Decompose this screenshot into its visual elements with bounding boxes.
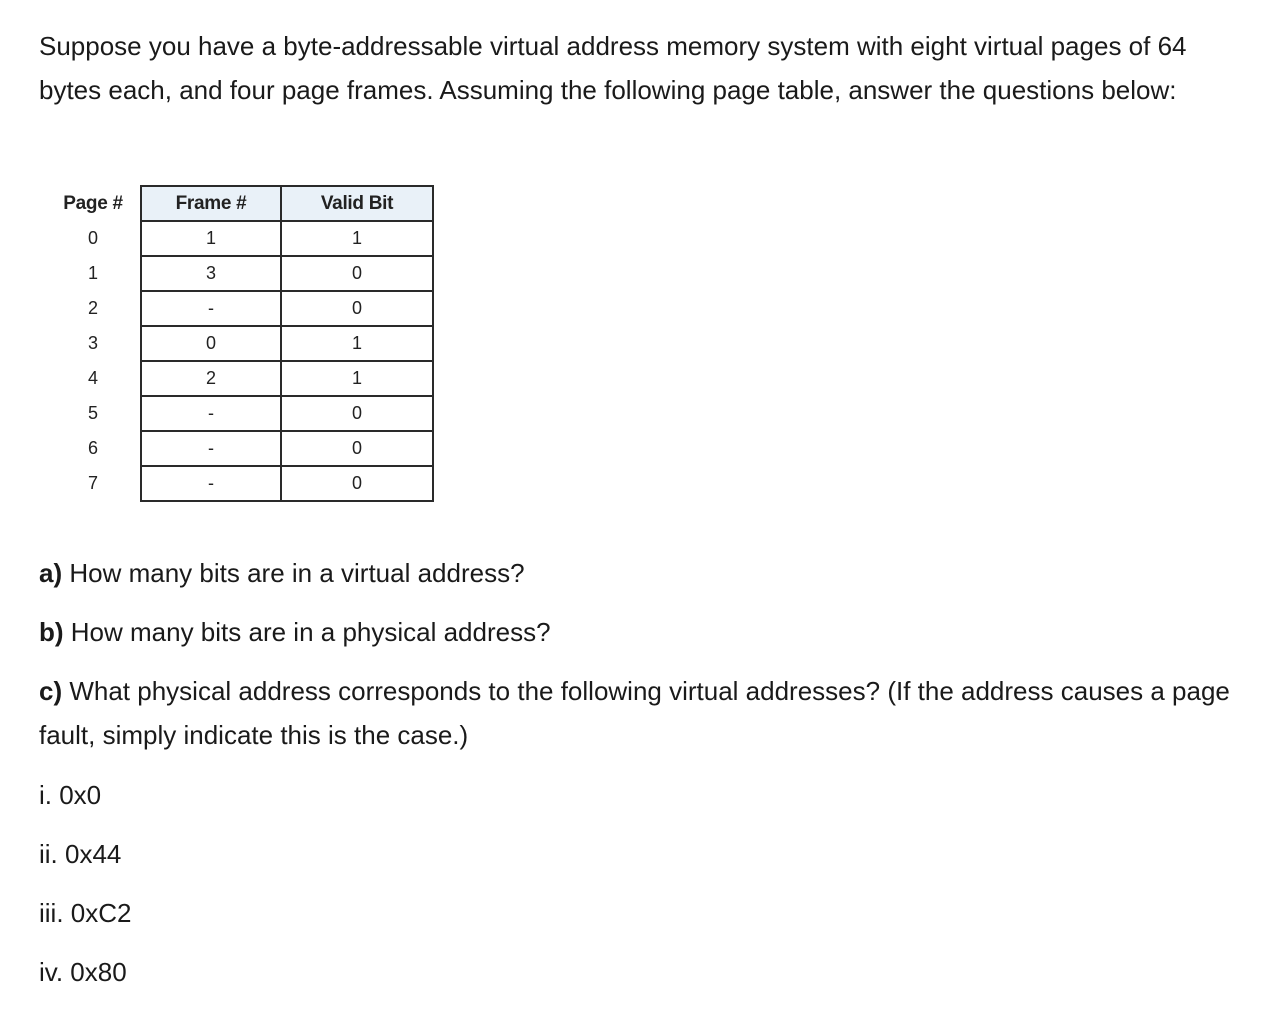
table-row [46, 466, 433, 501]
valid-bit-cell: 0 [281, 466, 433, 501]
frame-number-cell: - [141, 291, 281, 326]
page-table-container [46, 185, 434, 502]
table-row [46, 326, 433, 361]
page-table [46, 185, 434, 502]
frame-number-cell: 1 [141, 221, 281, 256]
question-b-label: b) [39, 617, 64, 647]
address-item-iii: iii. 0xC2 [39, 898, 132, 928]
page-number-cell: 2 [87, 298, 98, 318]
question-a-text: How many bits are in a virtual address? [62, 558, 525, 588]
valid-bit-cell: 0 [281, 291, 433, 326]
page-number-cell: 7 [87, 473, 98, 493]
valid-bit-header: Valid Bit [281, 186, 433, 221]
page-number-header: Page # [63, 192, 123, 214]
question-a [39, 551, 1249, 595]
address-item-i: i. 0x0 [39, 780, 102, 810]
valid-bit-cell: 1 [281, 221, 433, 256]
page-table-header-row [46, 186, 433, 221]
table-row [46, 221, 433, 256]
valid-bit-cell: 0 [281, 396, 433, 431]
page-number-cell: 1 [87, 263, 98, 283]
valid-bit-cell: 0 [281, 431, 433, 466]
table-row [46, 396, 433, 431]
question-b [39, 610, 1249, 654]
table-row [46, 431, 433, 466]
frame-number-cell: 3 [141, 256, 281, 291]
intro-paragraph: Suppose you have a byte-addressable virtual address memory system with eight virtual pages of 64 bytes each, and four page frames. Assuming the following page table, answer the questions below: [39, 31, 1187, 105]
frame-number-header: Frame # [141, 186, 281, 221]
address-item-ii: ii. 0x44 [39, 839, 122, 869]
question-c-label: c) [39, 676, 63, 706]
frame-number-cell: 2 [141, 361, 281, 396]
table-row [46, 291, 433, 326]
question-b-text: How many bits are in a physical address? [63, 617, 551, 647]
valid-bit-cell: 0 [281, 256, 433, 291]
question-c-text: What physical address corresponds to the following virtual addresses? (If the address causes a page fault, simply indicate this is the case.) [39, 676, 1230, 750]
page-number-cell: 4 [87, 368, 98, 388]
table-row [46, 256, 433, 291]
page-number-cell: 5 [87, 403, 98, 423]
page-number-cell: 6 [87, 438, 98, 458]
question-c [39, 669, 1249, 757]
frame-number-cell: 0 [141, 326, 281, 361]
frame-number-cell: - [141, 396, 281, 431]
question-a-label: a) [39, 558, 63, 588]
valid-bit-cell: 1 [281, 361, 433, 396]
page-number-cell: 0 [87, 228, 98, 248]
table-row [46, 361, 433, 396]
valid-bit-cell: 1 [281, 326, 433, 361]
frame-number-cell: - [141, 466, 281, 501]
address-item-iv: iv. 0x80 [39, 957, 127, 987]
frame-number-cell: - [141, 431, 281, 466]
page-number-cell: 3 [87, 333, 98, 353]
